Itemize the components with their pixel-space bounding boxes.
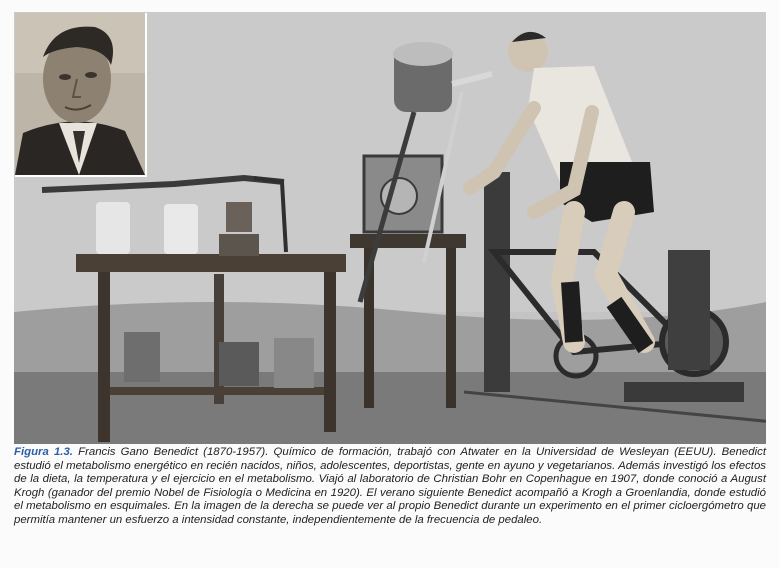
figure-label: Figura 1.3.: [14, 446, 73, 458]
caption-text: Francis Gano Benedict (1870-1957). Químico de formación, trabajó con Atwater en la Universidad de Wesleyan (EEUU). Benedict estudió el metabolismo energético en recién nacidos, niños, adolescentes, deportistas, gente en ayuno y vegetarianos. Además investigó los efectos de la dieta, la temperatura y el ejercicio en el metabolismo. Viajó al laboratorio de Christian Bohr en Copenhague en 1907, donde conoció a August Krogh (ganador del premio Nobel de Fisiología o Medicina en 1920). El verano siguiente Benedict acompañó a Krogh a Groenlandia, donde estudió el metabolismo en esquimales. En la imagen de la derecha se puede ver al propio Benedict durante un experimento en el primer cicloergómetro que permitía mantener un esfuerzo a intensidad constante, independientemente de la frecuencia de pedaleo.: [14, 446, 766, 526]
figure-caption: [14, 446, 766, 528]
portrait-photo: [15, 13, 147, 177]
